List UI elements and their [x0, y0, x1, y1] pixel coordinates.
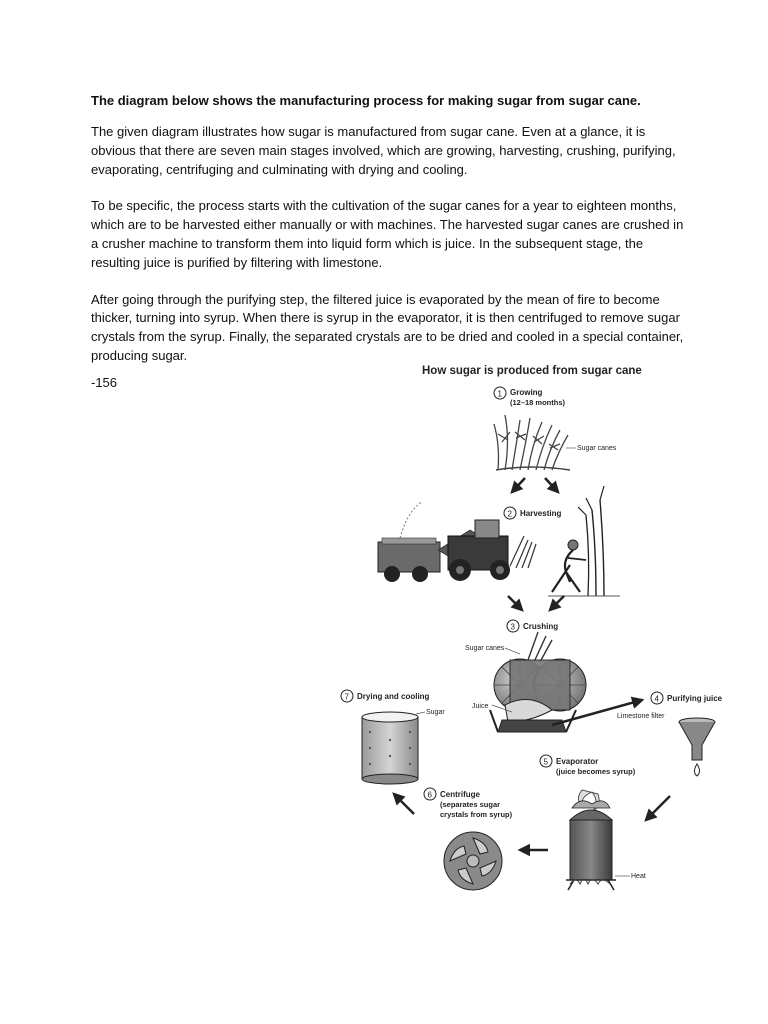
document-body [91, 92, 691, 384]
paragraph-intro: The given diagram illustrates how sugar is manufactured from sugar cane. Even at a glance, it is obvious that there are seven main stages involved, which are growing, harvesting, crushing, purifying, evaporating, centrifuging and culminating with drying and cooling. [91, 124, 676, 177]
sugar-cane-field-icon [494, 415, 570, 470]
stage-harvesting [378, 486, 620, 596]
stage-growing [494, 387, 617, 470]
stage-evaporator-annotation: Heat [631, 873, 646, 880]
stage-evaporator-sub: (juice becomes syrup) [556, 767, 636, 776]
stage-growing-number: 1 [497, 389, 502, 399]
manual-harvest-worker-icon [548, 486, 620, 596]
arrow-growing-to-machine [512, 478, 525, 492]
drying-drum-icon [362, 712, 418, 784]
stage-growing-sub: (12–18 months) [510, 398, 566, 407]
stage-crushing-number: 3 [510, 622, 515, 632]
stage-drying-annotation: Sugar [426, 709, 445, 716]
arrow-purifying-to-evaporator [646, 796, 670, 820]
stage-growing-annotation: Sugar canes [577, 445, 617, 452]
stage-crushing-label: Crushing [523, 622, 559, 631]
centrifuge-icon [444, 832, 502, 890]
crusher-machine-icon [490, 632, 586, 732]
stage-growing-label: Growing [510, 388, 543, 397]
limestone-filter-funnel-icon [679, 718, 715, 776]
arrow-growing-to-manual [545, 478, 558, 492]
stage-centrifuge-label: Centrifuge [440, 790, 480, 799]
stage-drying-label: Drying and cooling [357, 692, 430, 701]
stage-centrifuge-number: 6 [427, 790, 432, 800]
stage-crushing [465, 620, 586, 732]
arrow-manual-to-crushing [550, 596, 564, 610]
stage-crushing-annotation-canes: Sugar canes [465, 645, 505, 652]
stage-purifying [617, 692, 723, 776]
sugar-process-diagram [330, 360, 730, 900]
stage-centrifuge-sub1: (separates sugar [440, 800, 501, 809]
harvester-machine-icon [378, 502, 536, 582]
arrow-centrifuge-to-drying [394, 794, 414, 814]
evaporator-tank-icon [566, 790, 616, 890]
paragraph-details: After going through the purifying step, the filtered juice is evaporated by the mean of fire to become thicker, turning into syrup. When there is syrup in the evaporator, it is then centrifuged to remove sugar crystals from the syrup. Finally, the separated crystals are to be dried and cooled in a special container, producing sugar. [91, 291, 684, 363]
stage-harvesting-number: 2 [507, 509, 512, 519]
stage-crushing-annotation-juice: Juice [472, 703, 489, 710]
stage-evaporator-label: Evaporator [556, 757, 599, 766]
stage-centrifuge-sub2: crystals from syrup) [440, 810, 513, 819]
stage-evaporator [540, 755, 646, 890]
paragraph-overview: To be specific, the process starts with the cultivation of the sugar canes for a year to eighteen months, which are to be harvested either manually or with machines. The harvested sugar canes are crushed in a crusher machine to transform them into liquid form which is juice. In the subsequent stage, the resulting juice is purified by filtering with limestone. [91, 198, 684, 270]
stage-evaporator-number: 5 [543, 757, 548, 767]
arrow-machine-to-crushing [508, 596, 522, 610]
stage-purifying-number: 4 [654, 694, 659, 704]
document-title: The diagram below shows the manufacturing process for making sugar from sugar cane. [91, 93, 641, 108]
stage-centrifuge [424, 788, 513, 890]
stage-purifying-label: Purifying juice [667, 694, 723, 703]
diagram-title: How sugar is produced from sugar cane [422, 365, 642, 377]
stage-drying [341, 690, 445, 784]
stage-harvesting-label: Harvesting [520, 509, 562, 518]
stage-drying-number: 7 [344, 692, 349, 702]
word-count: -156 [91, 375, 118, 390]
stage-purifying-annotation: Limestone filter [617, 713, 665, 720]
